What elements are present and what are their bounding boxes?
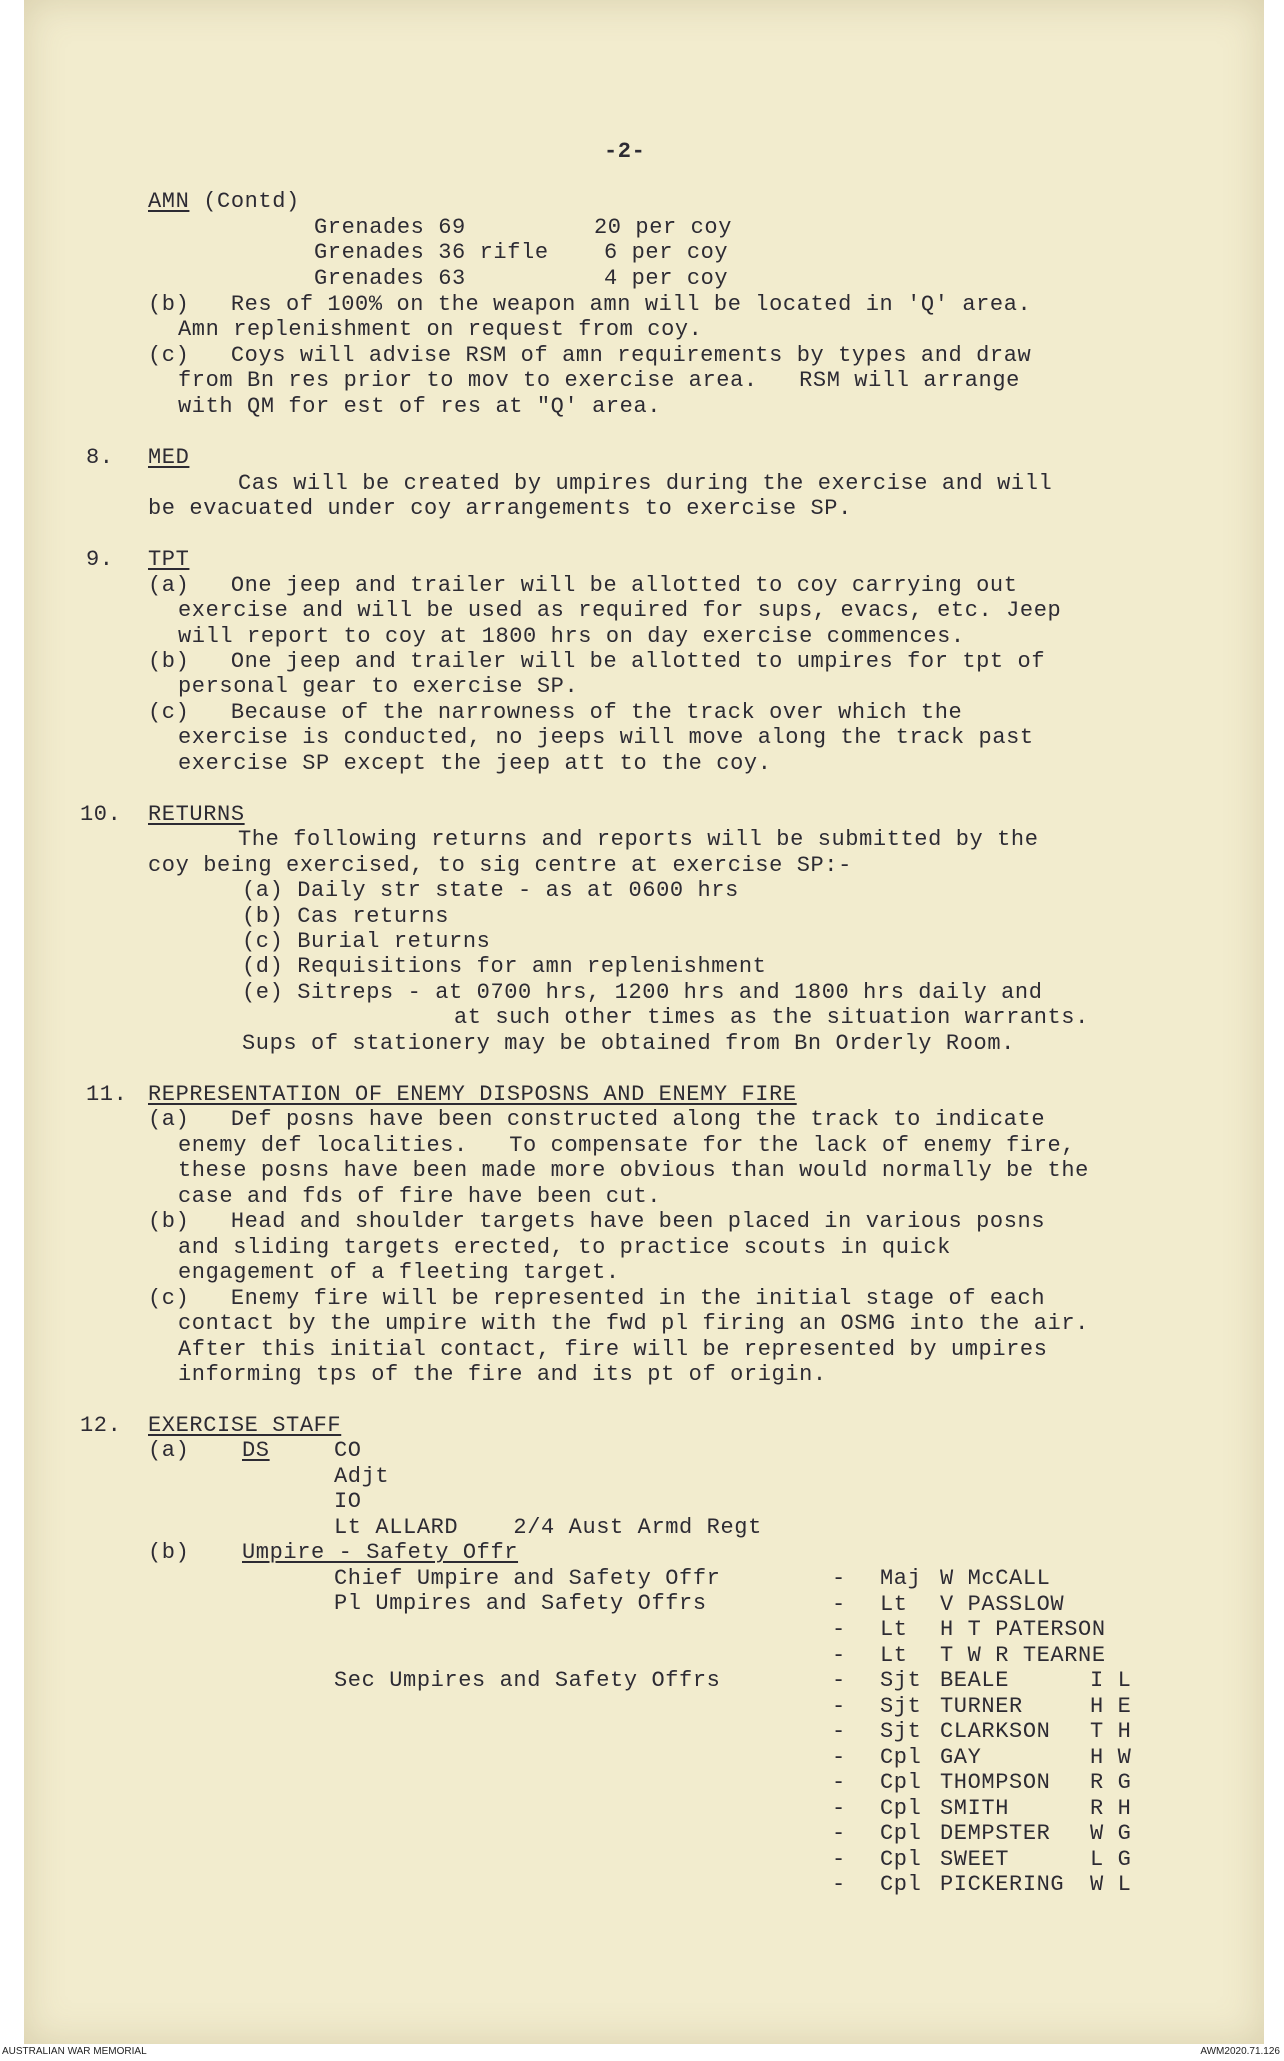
enemy-a-line: (a) Def posns have been constructed along the track to indicate [148,1107,1046,1132]
tpt-c-line: exercise is conducted, no jeeps will move along the track past [178,725,1034,750]
enemy-a-line: enemy def localities. To compensate for the lack of enemy fire, [178,1133,1076,1158]
enemy-b-line: engagement of a fleeting target. [178,1260,620,1285]
ammo-c-line: with QM for est of res at "Q' area. [178,394,662,419]
ammo-c-line: from Bn res prior to mov to exercise area. RSM will arrange [178,368,1020,393]
ds-label: DS [242,1438,270,1463]
personnel-name: H T PATERSON [940,1617,1106,1642]
med-heading: MED [148,445,190,470]
returns-heading: RETURNS [148,802,245,827]
enemy-b-line: (b) Head and shoulder targets have been placed in various posns [148,1209,1046,1234]
grenade-qty: 20 per coy [594,215,733,240]
personnel-initials: W G [1090,1821,1132,1846]
personnel-rank: Sjt [880,1694,922,1719]
enemy-b-line: and sliding targets erected, to practice scouts in quick [178,1235,951,1260]
personnel-name: PICKERING [940,1872,1065,1897]
personnel-initials: H W [1090,1745,1132,1770]
enemy-heading: REPRESENTATION OF ENEMY DISPOSNS AND ENEMY FIRE [148,1082,797,1107]
ammo-b-line: (b) Res of 100% on the weapon amn will be located in 'Q' area. [148,292,1032,317]
returns-intro-line: The following returns and reports will be submitted by the [238,827,1039,852]
returns-item: (c) Burial returns [242,929,491,954]
personnel-rank: Cpl [880,1821,922,1846]
personnel-rank: Cpl [880,1847,922,1872]
returns-intro-line: coy being exercised, to sig centre at exercise SP:- [148,853,852,878]
grenade-type: Grenades 69 [314,215,466,240]
personnel-rank: Sjt [880,1719,922,1744]
personnel-dash: - [832,1566,846,1591]
grenade-qty: 4 per coy [604,266,729,291]
personnel-name: GAY [940,1745,982,1770]
enemy-a-line: these posns have been made more obvious than would normally be the [178,1158,1089,1183]
ds-member: Lt ALLARD 2/4 Aust Armd Regt [334,1515,762,1540]
personnel-rank: Maj [880,1566,922,1591]
personnel-dash: - [832,1770,846,1795]
personnel-name: SMITH [940,1796,1010,1821]
personnel-dash: - [832,1643,846,1668]
returns-item: (e) Sitreps - at 0700 hrs, 1200 hrs and 1800 hrs daily and [242,980,1043,1005]
ammo-heading: AMN (Contd) [148,189,300,214]
tpt-b-line: personal gear to exercise SP. [178,674,579,699]
ds-member: Adjt [334,1464,390,1489]
umpire-role: Chief Umpire and Safety Offr [334,1566,721,1591]
tpt-c-line: exercise SP except the jeep att to the coy. [178,751,772,776]
personnel-rank: Lt [880,1643,908,1668]
returns-sups: Sups of stationery may be obtained from Bn Orderly Room. [242,1031,1015,1056]
returns-item-cont: at such other times as the situation warrants. [454,1005,1089,1030]
enemy-c-line: contact by the umpire with the fwd pl firing an OSMG into the air. [178,1311,1089,1336]
tpt-a-line: exercise and will be used as required for sups, evacs, etc. Jeep [178,598,1062,623]
staff-heading: EXERCISE STAFF [148,1413,342,1438]
personnel-dash: - [832,1694,846,1719]
personnel-initials: L G [1090,1847,1132,1872]
section-number: 10. [80,802,122,827]
personnel-dash: - [832,1847,846,1872]
med-line: Cas will be created by umpires during the exercise and will [238,471,1053,496]
umpire-role: Pl Umpires and Safety Offrs [334,1591,707,1616]
document-page [24,0,1264,2044]
med-line: be evacuated under coy arrangements to exercise SP. [148,496,852,521]
personnel-dash: - [832,1668,846,1693]
personnel-name: SWEET [940,1847,1010,1872]
personnel-name: THOMPSON [940,1770,1051,1795]
ds-member: CO [334,1438,362,1463]
personnel-rank: Lt [880,1617,908,1642]
tpt-c-line: (c) Because of the narrowness of the track over which the [148,700,963,725]
staff-a-label: (a) [148,1438,190,1463]
personnel-initials: W L [1090,1872,1132,1897]
returns-item: (d) Requisitions for amn replenishment [242,954,767,979]
personnel-dash: - [832,1592,846,1617]
personnel-initials: T H [1090,1719,1132,1744]
page-number: -2- [604,139,646,164]
personnel-initials: R G [1090,1770,1132,1795]
enemy-c-line: (c) Enemy fire will be represented in the initial stage of each [148,1286,1046,1311]
personnel-rank: Cpl [880,1872,922,1897]
personnel-rank: Cpl [880,1745,922,1770]
tpt-a-line: (a) One jeep and trailer will be allotted to coy carrying out [148,573,1018,598]
personnel-name: BEALE [940,1668,1010,1693]
personnel-name: CLARKSON [940,1719,1051,1744]
personnel-name: V PASSLOW [940,1592,1065,1617]
personnel-dash: - [832,1821,846,1846]
staff-b-label: (b) [148,1540,190,1565]
returns-item: (b) Cas returns [242,904,450,929]
footer-right: AWM2020.71.126 [1200,2046,1280,2057]
umpire-role: Sec Umpires and Safety Offrs [334,1668,721,1693]
personnel-rank: Lt [880,1592,908,1617]
section-number: 8. [86,445,114,470]
ds-member: IO [334,1489,362,1514]
enemy-a-line: case and fds of fire have been cut. [178,1184,662,1209]
ammo-c-line: (c) Coys will advise RSM of amn requirements by types and draw [148,343,1032,368]
section-number: 11. [86,1082,128,1107]
section-number: 12. [80,1413,122,1438]
personnel-name: W McCALL [940,1566,1051,1591]
personnel-dash: - [832,1796,846,1821]
personnel-dash: - [832,1617,846,1642]
ammo-b-line: Amn replenishment on request from coy. [178,317,703,342]
grenade-qty: 6 per coy [604,240,729,265]
personnel-rank: Cpl [880,1770,922,1795]
enemy-c-line: informing tps of the fire and its pt of origin. [178,1362,827,1387]
footer-left: AUSTRALIAN WAR MEMORIAL [2,2046,147,2057]
grenade-type: Grenades 36 rifle [314,240,549,265]
tpt-a-line: will report to coy at 1800 hrs on day exercise commences. [178,624,965,649]
personnel-rank: Cpl [880,1796,922,1821]
grenade-type: Grenades 63 [314,266,466,291]
tpt-heading: TPT [148,547,190,572]
personnel-dash: - [832,1719,846,1744]
personnel-name: T W R TEARNE [940,1643,1106,1668]
personnel-name: DEMPSTER [940,1821,1051,1846]
personnel-dash: - [832,1745,846,1770]
personnel-rank: Sjt [880,1668,922,1693]
personnel-dash: - [832,1872,846,1897]
personnel-initials: H E [1090,1694,1132,1719]
personnel-initials: I L [1090,1668,1132,1693]
section-number: 9. [86,547,114,572]
tpt-b-line: (b) One jeep and trailer will be allotted to umpires for tpt of [148,649,1046,674]
umpire-heading: Umpire - Safety Offr [242,1540,519,1565]
enemy-c-line: After this initial contact, fire will be represented by umpires [178,1337,1048,1362]
personnel-initials: R H [1090,1796,1132,1821]
returns-item: (a) Daily str state - as at 0600 hrs [242,878,739,903]
personnel-name: TURNER [940,1694,1023,1719]
